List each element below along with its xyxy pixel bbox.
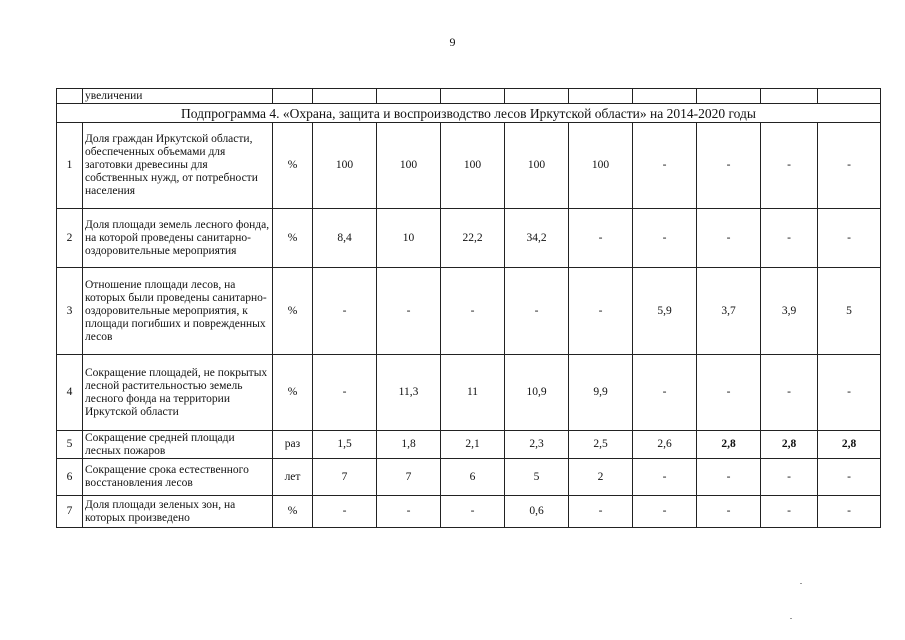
indicator-value: -	[633, 123, 697, 209]
indicator-name: Доля площади земель лесного фонда, на которой проведены санитарно-оздоровительные мероприятия	[83, 209, 273, 268]
indicator-value: -	[818, 355, 881, 431]
table-row	[57, 496, 881, 528]
indicator-value: -	[569, 209, 633, 268]
num-cell	[57, 89, 83, 104]
indicator-value: 2,1	[441, 431, 505, 459]
unit: лет	[273, 459, 313, 496]
indicator-value: 100	[441, 123, 505, 209]
indicator-value: -	[633, 355, 697, 431]
table-row	[57, 209, 881, 268]
indicator-value: 3,7	[697, 268, 761, 355]
table-row	[57, 459, 881, 496]
indicator-value: 2	[569, 459, 633, 496]
row-number: 2	[57, 209, 83, 268]
indicator-value: -	[441, 268, 505, 355]
indicator-value: -	[818, 459, 881, 496]
indicator-name: Сокращение площадей, не покрытых лесной растительностью земель лесного фонда на территории Иркутской области	[83, 355, 273, 431]
unit-cell	[273, 89, 313, 104]
indicator-value: 7	[377, 459, 441, 496]
row-number: 3	[57, 268, 83, 355]
indicator-value: 1,5	[313, 431, 377, 459]
indicator-value: -	[569, 496, 633, 528]
indicator-value: -	[505, 268, 569, 355]
subprogram-row	[57, 104, 881, 123]
indicator-value: 3,9	[761, 268, 818, 355]
indicator-value: 100	[313, 123, 377, 209]
value-cell	[441, 89, 505, 104]
row-number: 5	[57, 431, 83, 459]
indicator-value: -	[697, 355, 761, 431]
indicator-value: -	[761, 459, 818, 496]
indicator-value: -	[697, 209, 761, 268]
scan-speck	[790, 618, 792, 619]
indicator-name: Доля площади зеленых зон, на которых произведено	[83, 496, 273, 528]
indicator-value: -	[633, 459, 697, 496]
row-number: 6	[57, 459, 83, 496]
indicator-value: 6	[441, 459, 505, 496]
indicator-value: 2,5	[569, 431, 633, 459]
scan-speck	[800, 583, 802, 584]
indicator-name-cell: увеличении	[83, 89, 273, 104]
indicator-value: 2,6	[633, 431, 697, 459]
indicator-value: 5,9	[633, 268, 697, 355]
indicator-value: 2,3	[505, 431, 569, 459]
indicator-value: 10,9	[505, 355, 569, 431]
indicator-value: 100	[505, 123, 569, 209]
row-number: 1	[57, 123, 83, 209]
indicator-value: 9,9	[569, 355, 633, 431]
indicator-value: -	[818, 123, 881, 209]
subprogram-title: Подпрограмма 4. «Охрана, защита и воспроизводство лесов Иркутской области» на 2014-2020 годы	[57, 104, 881, 123]
indicator-value: 7	[313, 459, 377, 496]
indicator-value: 2,8	[818, 431, 881, 459]
value-cell	[569, 89, 633, 104]
indicator-value: -	[761, 209, 818, 268]
indicator-value: -	[377, 268, 441, 355]
indicator-value: -	[818, 209, 881, 268]
value-cell	[761, 89, 818, 104]
value-cell	[505, 89, 569, 104]
indicator-value: -	[761, 123, 818, 209]
indicator-value: 100	[377, 123, 441, 209]
indicator-value: -	[761, 355, 818, 431]
indicator-name: Сокращение срока естественного восстановления лесов	[83, 459, 273, 496]
indicator-value: -	[313, 496, 377, 528]
indicator-value: 11,3	[377, 355, 441, 431]
indicator-value: -	[697, 459, 761, 496]
indicator-value: 1,8	[377, 431, 441, 459]
indicator-value: 2,8	[761, 431, 818, 459]
indicator-value: -	[818, 496, 881, 528]
indicator-value: -	[569, 268, 633, 355]
indicator-value: 5	[505, 459, 569, 496]
indicator-value: -	[633, 496, 697, 528]
unit: %	[273, 496, 313, 528]
value-cell	[633, 89, 697, 104]
indicator-value: -	[761, 496, 818, 528]
indicator-value: -	[697, 496, 761, 528]
indicator-value: 11	[441, 355, 505, 431]
indicator-value: 8,4	[313, 209, 377, 268]
indicator-value: -	[313, 355, 377, 431]
indicator-value: 0,6	[505, 496, 569, 528]
indicator-value: -	[377, 496, 441, 528]
indicator-value: -	[313, 268, 377, 355]
indicator-name: Отношение площади лесов, на которых были проведены санитарно-оздоровительные мероприятия, к площади погибших и поврежденных лесов	[83, 268, 273, 355]
value-cell	[377, 89, 441, 104]
value-cell	[697, 89, 761, 104]
indicator-value: -	[441, 496, 505, 528]
indicator-value: -	[633, 209, 697, 268]
unit: раз	[273, 431, 313, 459]
table-row	[57, 355, 881, 431]
continued-row	[57, 89, 881, 104]
page-number: 9	[449, 35, 456, 49]
indicator-value: 5	[818, 268, 881, 355]
indicator-value: -	[697, 123, 761, 209]
table-row	[57, 268, 881, 355]
indicator-name: Доля граждан Иркутской области, обеспеченных объемами для заготовки древесины для собственных нужд, от потребности населения	[83, 123, 273, 209]
indicator-value: 22,2	[441, 209, 505, 268]
unit: %	[273, 355, 313, 431]
indicator-value: 10	[377, 209, 441, 268]
indicator-value: 34,2	[505, 209, 569, 268]
indicator-value: 2,8	[697, 431, 761, 459]
unit: %	[273, 268, 313, 355]
indicator-value: 100	[569, 123, 633, 209]
value-cell	[818, 89, 881, 104]
row-number: 4	[57, 355, 83, 431]
unit: %	[273, 209, 313, 268]
indicator-name: Сокращение средней площади лесных пожаров	[83, 431, 273, 459]
table-row	[57, 123, 881, 209]
indicators-table	[56, 88, 881, 528]
table-row	[57, 431, 881, 459]
value-cell	[313, 89, 377, 104]
unit: %	[273, 123, 313, 209]
row-number: 7	[57, 496, 83, 528]
